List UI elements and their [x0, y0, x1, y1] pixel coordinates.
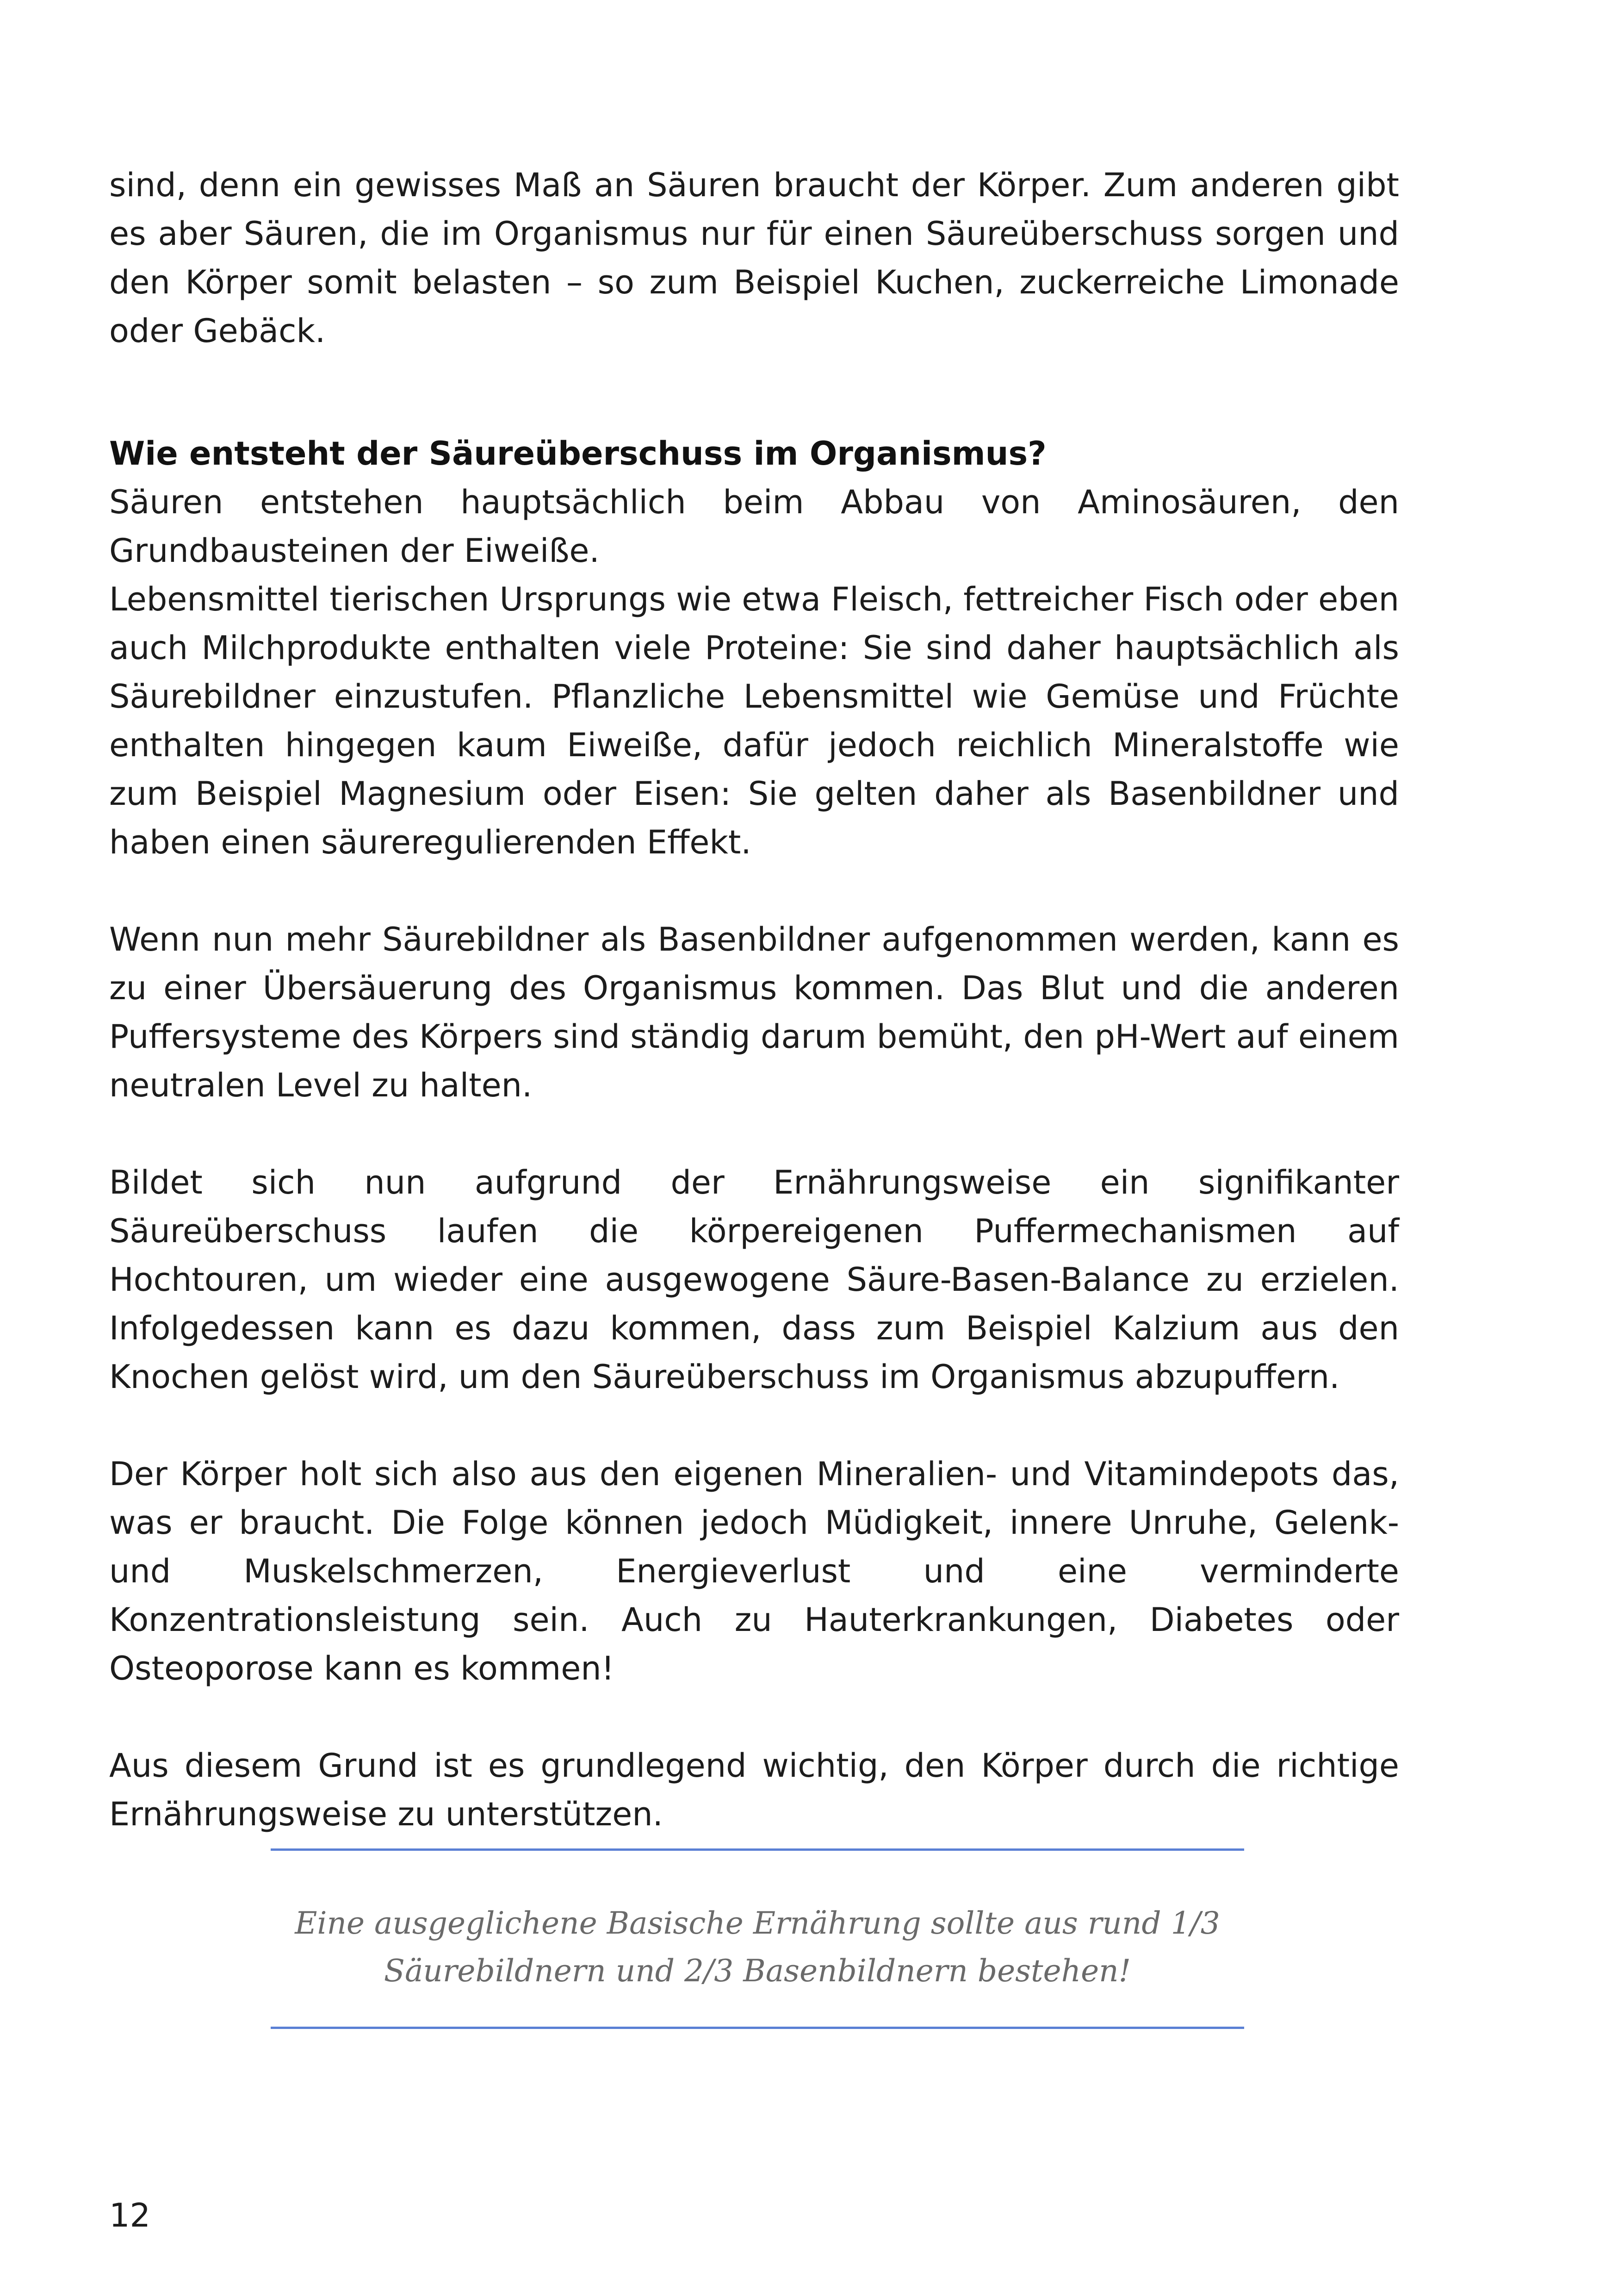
continuation-paragraph: sind, denn ein gewisses Maß an Säuren braucht der Körper. Zum anderen gibt es aber Säuren, die im Organismus nur für einen Säureüberschuss sorgen und den Körper somit belasten – so zum Beispiel Kuchen, zuckerreiche Limonade oder Gebäck. [109, 166, 1399, 350]
body-paragraph-1: Säuren entstehen hauptsächlich beim Abbau von Aminosäuren, den Grundbausteinen der Eiweiße. [109, 483, 1399, 570]
body-paragraph-4: Bildet sich nun aufgrund der Ernährungsweise ein signifikanter Säureüberschuss laufen die körpereigenen Puffermechanismen auf Hochtouren, um wieder eine ausgewogene Säure-Basen-Balance zu erzielen. Infolgedessen kann es dazu kommen, dass zum Beispiel Kalzium aus den Knochen gelöst wird, um den Säureüberschuss im Organismus abzupuffern. [109, 1164, 1399, 1396]
page-body [109, 161, 1399, 1839]
pull-quote-line-1: Eine ausgeglichene Basische Ernährung sollte aus rund 1/3 [295, 1905, 1220, 1941]
section-heading: Wie entsteht der Säureüberschuss im Organismus? [109, 435, 1047, 473]
pull-quote-line-2: Säurebildnern und 2/3 Basenbildnern bestehen! [384, 1953, 1131, 1989]
page-number: 12 [109, 2196, 151, 2234]
body-paragraph-3: Wenn nun mehr Säurebildner als Basenbildner aufgenommen werden, kann es zu einer Übersäuerung des Organismus kommen. Das Blut und die anderen Puffersysteme des Körpers sind ständig darum bemüht, den pH-Wert auf einem neutralen Level zu halten. [109, 921, 1399, 1104]
pull-quote [271, 1848, 1244, 2029]
body-paragraph-6: Aus diesem Grund ist es grundlegend wichtig, den Körper durch die richtige Ernährungsweise zu unterstützen. [109, 1747, 1399, 1833]
body-paragraph-2: Lebensmittel tierischen Ursprungs wie etwa Fleisch, fettreicher Fisch oder eben auch Milchprodukte enthalten viele Proteine: Sie sind daher hauptsächlich als Säurebildner einzustufen. Pflanzliche Lebensmittel wie Gemüse und Früchte enthalten hingegen kaum Eiweiße, dafür jedoch reichlich Mineralstoffe wie zum Beispiel Magnesium oder Eisen: Sie gelten daher als Basenbildner und haben einen säureregulierenden Effekt. [109, 580, 1400, 861]
pull-quote-text [271, 1899, 1244, 1995]
body-paragraph-5: Der Körper holt sich also aus den eigenen Mineralien- und Vitamindepots das, was er braucht. Die Folge können jedoch Müdigkeit, innere Unruhe, Gelenk- und Muskelschmerzen, Energieverlust und eine verminderte Konzentrationsleistung sein. Auch zu Hauterkrankungen, Diabetes oder Osteoporose kann es kommen! [109, 1455, 1399, 1687]
